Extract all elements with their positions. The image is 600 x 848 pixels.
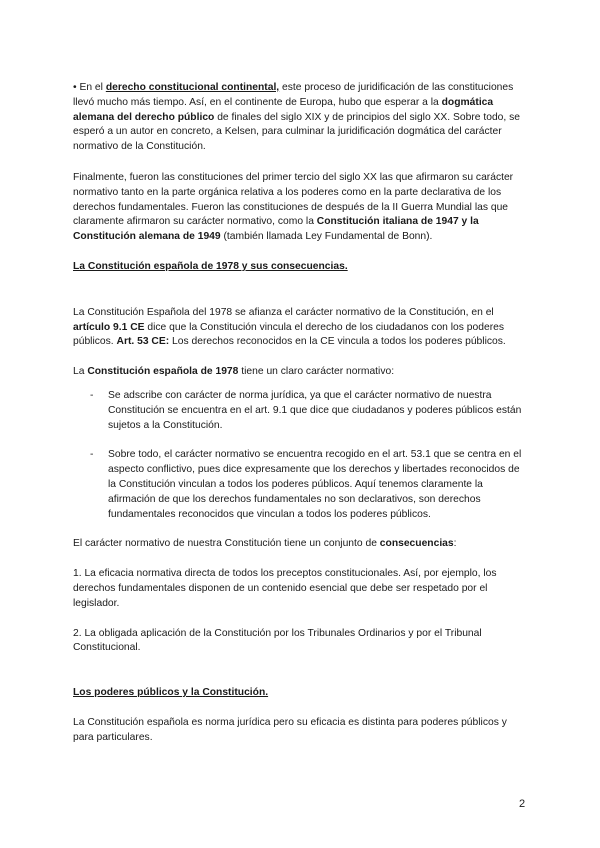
german-dogmatics-term: dogmática alemana del derecho público — [73, 96, 494, 123]
list-item: - Se adscribe con carácter de norma jurídica, ya que el carácter normativo de nuestra Constitución se encuentra en el art. 9.1 que dice que ciudadanos y poderes públicos están sujetos a la Constitución. — [90, 389, 522, 431]
constitution-1978-term: Constitución española de 1978 — [87, 366, 239, 378]
italian-german-constitutions: Constitución italiana de 1947 y la Constitución alemana de 1949 — [73, 216, 479, 243]
paragraph-normative-character: La Constitución española de 1978 tiene un claro carácter normativo: — [73, 366, 395, 378]
section-heading-public-powers: Los poderes públicos y la Constitución. — [73, 687, 269, 699]
paragraph-continental-law: • En el derecho constitucional continental, este proceso de juridificación de las constituciones llevó mucho más tiempo. Así, en el continente de Europa, hubo que esperar a la dogmática alemana del derecho público de finales del siglo XIX y de principios del siglo XX. Sobre todo, se esperó a un autor en concreto, a Kelsen, para culminar la juridificación dogmática del carácter normativo de la Constitución. — [73, 82, 520, 153]
page-number: 2 — [519, 798, 526, 810]
continental-law-term: derecho constitucional continental, — [105, 82, 280, 93]
normative-list — [73, 389, 530, 522]
bullet-icon: • — [73, 82, 77, 93]
paragraph-first-third-xx: Finalmente, fueron las constituciones del primer tercio del siglo XX las que afirmaron su carácter normativo tanto en la parte orgánica relativa a los poderes como en la parte declarativa de los derechos fundamentales. Fueron las constituciones de después de la II Guerra Mundial las que claramente afirmaron su carácter normativo, como la Constitución italiana de 1947 y la Constitución alemana de 1949 (también llamada Ley Fundamental de Bonn). — [73, 171, 514, 243]
paragraph-consequences: El carácter normativo de nuestra Constitución tiene un conjunto de consecuencias: — [73, 538, 457, 550]
dash-bullet-icon: - — [90, 389, 94, 401]
list-item: - Sobre todo, el carácter normativo se encuentra recogido en el art. 53.1 que se centra en el aspecto conflictivo, pues dice expresamente que los derechos y libertades reconocidos de la Constitución vinculan a todos los poderes públicos. Aquí tenemos claramente la afirmación de que los derechos fundamentales no son declarativos, son derechos fundamentales reconocidos que vinculan a todos los poderes públicos. — [90, 449, 522, 520]
paragraph-public-powers: La Constitución española es norma jurídica pero su eficacia es distinta para poderes públicos y para particulares. — [73, 716, 507, 743]
paragraph-art-9-53: La Constitución Española del 1978 se afianza el carácter normativo de la Constitución, en el artículo 9.1 CE dice que la Constitución vincula el derecho de los ciudadanos con los poderes públicos. Art. 53 CE: Los derechos reconocidos en la CE vincula a todos los poderes públicos. — [73, 306, 506, 348]
dash-bullet-icon: - — [90, 449, 94, 461]
art-53-term: Art. 53 CE: — [116, 336, 170, 348]
section-heading-spanish-constitution: La Constitución española de 1978 y sus consecuencias. — [73, 260, 348, 272]
document-page — [73, 81, 530, 746]
paragraph-consequence-2: 2. La obligada aplicación de la Constitución por los Tribunales Ordinarios y por el Tribunal Constitucional. — [73, 627, 482, 654]
art-9-1-term: artículo 9.1 CE — [73, 321, 145, 333]
paragraph-consequence-1: 1. La eficacia normativa directa de todos los preceptos constitucionales. Así, por ejemplo, los derechos fundamentales disponen de un contenido esencial que debe ser respetado por el legislador. — [73, 568, 497, 609]
consequences-term: consecuencias — [379, 538, 454, 550]
